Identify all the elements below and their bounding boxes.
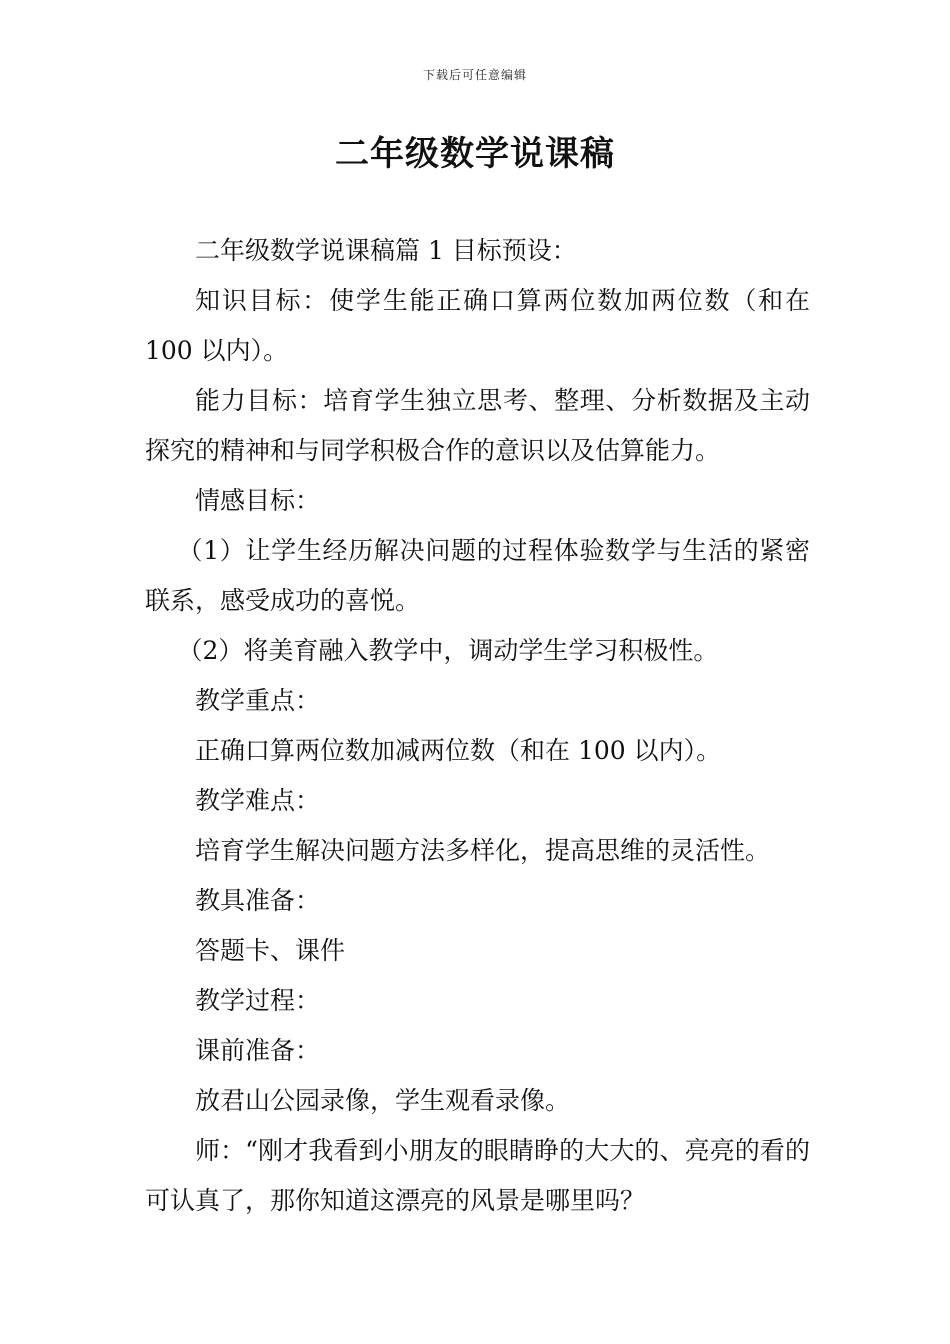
document-title: 二年级数学说课稿 xyxy=(335,134,615,174)
paragraph-emotion-goal-1: （1）让学生经历解决问题的过程体验数学与生活的紧密联系，感受成功的喜悦。 xyxy=(145,536,810,615)
paragraph-materials: 答题卡、课件 xyxy=(195,936,346,965)
paragraph-preparation: 放君山公园录像，学生观看录像。 xyxy=(195,1086,571,1115)
paragraph-teacher-dialogue: 师：“刚才我看到小朋友的眼睛睁的大大的、亮亮的看的可认真了，那你知道这漂亮的风景是哪里吗？ xyxy=(145,1136,810,1215)
paragraph-process-heading: 教学过程： xyxy=(195,986,321,1015)
paragraph-key-point: 正确口算两位数加减两位数（和在 100 以内）。 xyxy=(195,736,722,765)
paragraph-preparation-heading: 课前准备： xyxy=(195,1036,321,1065)
paragraph-ability-goal: 能力目标：培育学生独立思考、整理、分析数据及主动探究的精神和与同学积极合作的意识以及估算能力。 xyxy=(145,386,810,465)
paragraph-difficulty: 培育学生解决问题方法多样化，提高思维的灵活性。 xyxy=(195,836,771,865)
paragraph-emotion-goal-2: （2）将美育融入教学中，调动学生学习积极性。 xyxy=(177,636,719,665)
paragraph-knowledge-goal: 知识目标：使学生能正确口算两位数加两位数（和在 100 以内）。 xyxy=(145,286,810,365)
paragraph-key-point-heading: 教学重点： xyxy=(195,686,321,715)
paragraph-emotion-goal-heading: 情感目标： xyxy=(195,486,321,515)
document-body xyxy=(145,226,810,1226)
paragraph-difficulty-heading: 教学难点： xyxy=(195,786,321,815)
header-note: 下载后可任意编辑 xyxy=(422,68,527,82)
paragraph-materials-heading: 教具准备： xyxy=(195,886,321,915)
paragraph-intro: 二年级数学说课稿篇 1 目标预设： xyxy=(195,236,577,265)
